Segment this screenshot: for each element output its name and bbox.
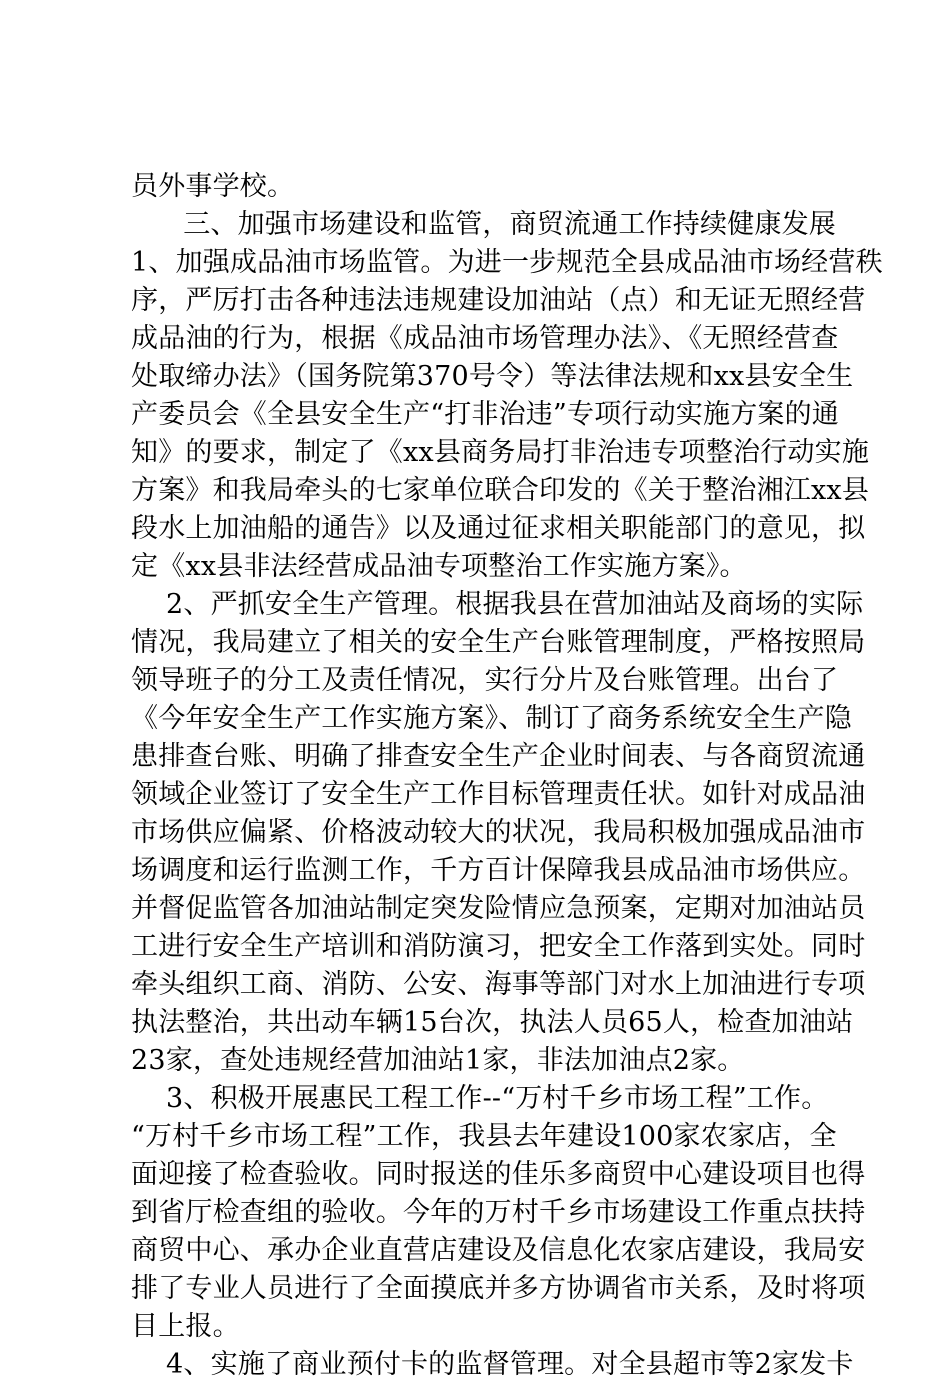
text-line: 员外事学校。 bbox=[131, 171, 295, 202]
text-line: 面迎接了检查验收。同时报送的佳乐多商贸中心建设项目也得 bbox=[131, 1159, 866, 1190]
text-line: 处取缔办法》（国务院第370号令）等法律法规和xx县安全生 bbox=[131, 361, 854, 392]
paragraph-start: 4、实施了商业预付卡的监督管理。对全县超市等2家发卡 bbox=[166, 1349, 854, 1380]
text-line: 《今年安全生产工作实施方案》、制订了商务系统安全生产隐 bbox=[131, 703, 852, 734]
text-line: 情况，我局建立了相关的安全生产台账管理制度，严格按照局 bbox=[131, 627, 866, 658]
text-line: 序，严厉打击各种违法违规建设加油站（点）和无证无照经营 bbox=[131, 285, 866, 316]
text-line: 到省厅检查组的验收。今年的万村千乡市场建设工作重点扶持 bbox=[131, 1197, 866, 1228]
text-line: 知》的要求，制定了《xx县商务局打非治违专项整治行动实施 bbox=[131, 437, 870, 468]
text-line: 患排查台账、明确了排查安全生产企业时间表、与各商贸流通 bbox=[131, 741, 866, 772]
text-line: 排了专业人员进行了全面摸底并多方协调省市关系，及时将项 bbox=[131, 1273, 866, 1304]
text-line: “万村千乡市场工程”工作，我县去年建设100家农家店，全 bbox=[131, 1121, 837, 1152]
text-line: 目上报。 bbox=[131, 1311, 240, 1342]
text-line: 成品油的行为，根据《成品油市场管理办法》、《无照经营查 bbox=[131, 323, 839, 354]
text-line: 并督促监管各加油站制定突发险情应急预案，定期对加油站员 bbox=[131, 893, 866, 924]
text-line: 执法整治，共出动车辆15台次，执法人员65人，检查加油站 bbox=[131, 1007, 854, 1038]
text-line: 牵头组织工商、消防、公安、海事等部门对水上加油进行专项 bbox=[131, 969, 866, 1000]
paragraph-start: 2、严抓安全生产管理。根据我县在营加油站及商场的实际 bbox=[166, 589, 864, 620]
text-line: 产委员会《全县安全生产“打非治违”专项行动实施方案的通 bbox=[131, 399, 840, 430]
paragraph-start: 3、积极开展惠民工程工作--“万村千乡市场工程”工作。 bbox=[166, 1083, 829, 1114]
section-heading: 三、加强市场建设和监管，商贸流通工作持续健康发展 bbox=[156, 209, 836, 240]
text-line: 工进行安全生产培训和消防演习，把安全工作落到实处。同时 bbox=[131, 931, 866, 962]
text-line: 段水上加油船的通告》以及通过征求相关职能部门的意见，拟 bbox=[131, 513, 866, 544]
text-line: 领导班子的分工及责任情况，实行分片及台账管理。出台了 bbox=[131, 665, 839, 696]
text-line: 场调度和运行监测工作，千方百计保障我县成品油市场供应。 bbox=[131, 855, 866, 886]
text-line: 定《xx县非法经营成品油专项整治工作实施方案》。 bbox=[131, 551, 747, 582]
text-line: 领域企业签订了安全生产工作目标管理责任状。如针对成品油 bbox=[131, 779, 866, 810]
text-line: 方案》和我局牵头的七家单位联合印发的《关于整治湘江xx县 bbox=[131, 475, 870, 506]
text-line: 市场供应偏紧、价格波动较大的状况，我局积极加强成品油市 bbox=[131, 817, 866, 848]
text-line: 1、加强成品油市场监管。为进一步规范全县成品油市场经营秩 bbox=[131, 247, 883, 278]
text-line: 商贸中心、承办企业直营店建设及信息化农家店建设，我局安 bbox=[131, 1235, 866, 1266]
text-line: 23家，查处违规经营加油站1家，非法加油点2家。 bbox=[131, 1045, 745, 1076]
